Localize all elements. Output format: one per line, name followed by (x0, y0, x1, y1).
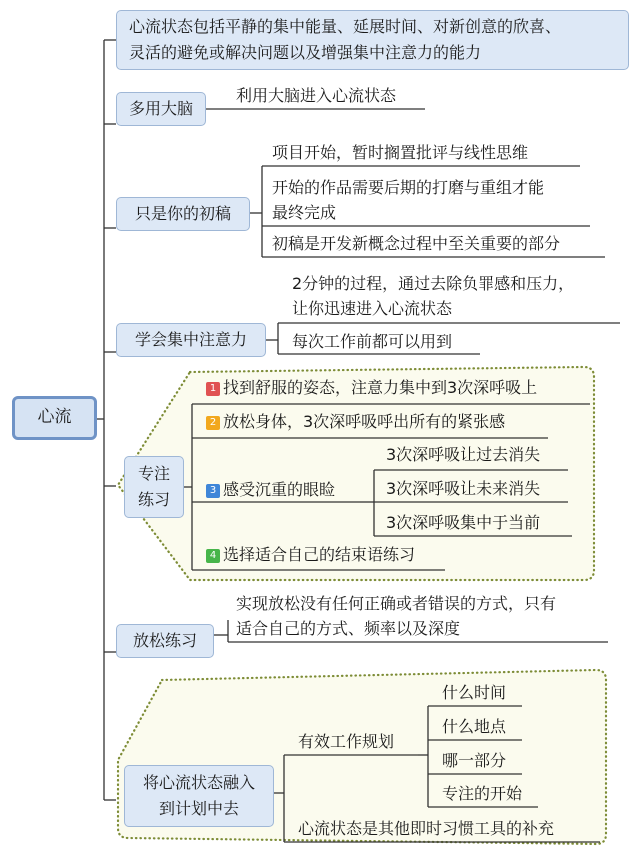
step-1-badge: 1 (206, 382, 220, 396)
node-learn-focus-label: 学会集中注意力 (134, 330, 247, 349)
step-3-badge: 3 (206, 484, 220, 498)
definition-line-1: 心流状态包括平静的集中能量、延展时间、对新创意的欣喜、 (129, 17, 562, 36)
root-label: 心流 (37, 407, 72, 428)
node-first-draft-label: 只是你的初稿 (134, 204, 231, 223)
plan-what-place: 什么地点 (442, 717, 507, 736)
step-4-text: 选择适合自己的结束语练习 (223, 545, 416, 564)
step-2-text: 放松身体，3次深呼吸呼出所有的紧张感 (223, 412, 506, 431)
node-use-brain[interactable] (116, 92, 206, 126)
step-1-text: 找到舒服的姿态，注意力集中到3次深呼吸上 (223, 378, 538, 397)
node-focus-practice[interactable] (124, 456, 184, 518)
node-relax-practice[interactable] (116, 624, 214, 658)
node-first-draft[interactable] (116, 197, 250, 231)
leaf-enter-flow: 利用大脑进入心流状态 (236, 86, 397, 105)
plan-what-time: 什么时间 (442, 683, 507, 702)
integrate-flow-label-1: 将心流状态融入 (142, 773, 255, 792)
step-3 (206, 478, 335, 502)
leaf-before-work: 每次工作前都可以用到 (292, 332, 453, 351)
leaf-two-minutes-line-1: 2分钟的过程，通过去除负罪感和压力， (292, 274, 575, 293)
leaf-draft-important: 初稿是开发新概念过程中至关重要的部分 (272, 234, 561, 253)
leaf-draft-start: 项目开始，暂时搁置批评与线性思维 (272, 143, 529, 162)
focus-practice-label-1: 专注 (137, 464, 170, 483)
leaf-flow-complement: 心流状态是其他即时习惯工具的补充 (298, 819, 555, 838)
node-flow-definition[interactable] (116, 10, 629, 70)
root-node[interactable] (12, 396, 97, 440)
leaf-two-minutes-line-2: 让你迅速进入心流状态 (292, 299, 453, 318)
node-use-brain-label: 多用大脑 (128, 99, 193, 118)
step-3-text: 感受沉重的眼睑 (223, 480, 336, 499)
definition-line-2: 灵活的避免或解决问题以及增强集中注意力的能力 (129, 43, 482, 62)
step-1 (206, 376, 537, 400)
plan-focus-start: 专注的开始 (442, 784, 523, 803)
plan-which-part: 哪一部分 (442, 751, 507, 770)
node-integrate-flow[interactable] (124, 765, 274, 827)
step-3-breath-past: 3次深呼吸让过去消失 (386, 445, 541, 464)
step-3-breath-present: 3次深呼吸集中于当前 (386, 513, 541, 532)
leaf-relax-line-1: 实现放松没有任何正确或者错误的方式，只有 (236, 594, 557, 613)
leaf-draft-polish-line-2: 最终完成 (272, 203, 337, 222)
step-2-badge: 2 (206, 416, 220, 430)
integrate-flow-label-2: 到计划中去 (158, 799, 239, 818)
node-learn-focus[interactable] (116, 323, 266, 357)
leaf-work-plan: 有效工作规划 (298, 732, 395, 751)
leaf-relax-line-2: 适合自己的方式、频率以及深度 (236, 619, 461, 638)
step-4 (206, 543, 415, 567)
node-relax-practice-label: 放松练习 (132, 631, 197, 650)
step-3-breath-future: 3次深呼吸让未来消失 (386, 479, 541, 498)
focus-practice-label-2: 练习 (137, 490, 170, 509)
leaf-draft-polish-line-1: 开始的作品需要后期的打磨与重组才能 (272, 178, 545, 197)
step-2 (206, 410, 505, 434)
step-4-badge: 4 (206, 549, 220, 563)
